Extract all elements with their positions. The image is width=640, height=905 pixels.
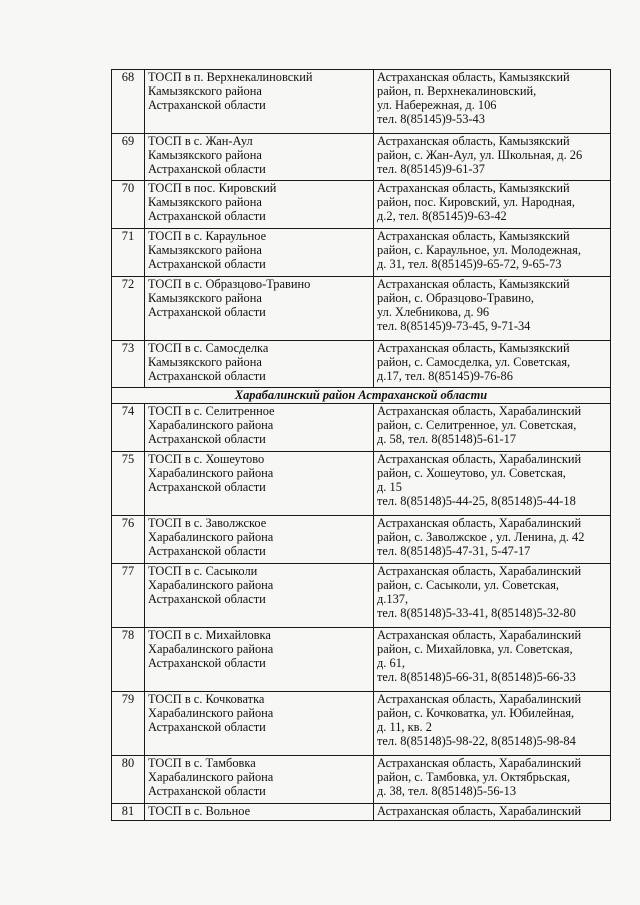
office-address: Астраханская область, Камызякский район, с. Караульное, ул. Молодежная, д. 31, тел. 8(85145)9-65-72, 9-65-73 <box>374 229 611 277</box>
office-name: ТОСП в с. Сасыколи Харабалинского района Астраханской области <box>145 564 374 628</box>
table-row <box>112 229 611 277</box>
table-row <box>112 134 611 181</box>
office-name: ТОСП в пос. Кировский Камызякского района Астраханской области <box>145 181 374 229</box>
office-address-table <box>111 69 611 821</box>
table-row <box>112 181 611 229</box>
office-name: ТОСП в с. Заволжское Харабалинского района Астраханской области <box>145 516 374 564</box>
row-number: 78 <box>112 628 145 692</box>
office-name: ТОСП в с. Самосделка Камызякского района Астраханской области <box>145 341 374 388</box>
office-address: Астраханская область, Камызякский район, с. Самосделка, ул. Советская, д.17, тел. 8(85145)9-76-86 <box>374 341 611 388</box>
office-address: Астраханская область, Харабалинский район, с. Селитренное, ул. Советская, д. 58, тел. 8(85148)5-61-17 <box>374 404 611 452</box>
row-number: 72 <box>112 277 145 341</box>
office-name: ТОСП в п. Верхнекалиновский Камызякского района Астраханской области <box>145 70 374 134</box>
table-row <box>112 692 611 756</box>
office-address: Астраханская область, Харабалинский район, с. Кочковатка, ул. Юбилейная, д. 11, кв. 2 тел. 8(85148)5-98-22, 8(85148)5-98-84 <box>374 692 611 756</box>
row-number: 71 <box>112 229 145 277</box>
table-row <box>112 756 611 804</box>
office-address: Астраханская область, Камызякский район, с. Жан-Аул, ул. Школьная, д. 26 тел. 8(85145)9-61-37 <box>374 134 611 181</box>
row-number: 74 <box>112 404 145 452</box>
row-number: 69 <box>112 134 145 181</box>
table-row <box>112 277 611 341</box>
office-name: ТОСП в с. Жан-Аул Камызякского района Астраханской области <box>145 134 374 181</box>
section-title: Харабалинский район Астраханской области <box>112 388 611 404</box>
table-body-before <box>112 70 611 388</box>
table-row <box>112 70 611 134</box>
row-number: 79 <box>112 692 145 756</box>
row-number: 81 <box>112 804 145 821</box>
office-address: Астраханская область, Камызякский район, пос. Кировский, ул. Народная, д.2, тел. 8(85145)9-63-42 <box>374 181 611 229</box>
row-number: 80 <box>112 756 145 804</box>
table-row <box>112 404 611 452</box>
section-body <box>112 388 611 404</box>
office-name: ТОСП в с. Кочковатка Харабалинского района Астраханской области <box>145 692 374 756</box>
office-name: ТОСП в с. Михайловка Харабалинского района Астраханской области <box>145 628 374 692</box>
row-number: 73 <box>112 341 145 388</box>
office-name: ТОСП в с. Селитренное Харабалинского района Астраханской области <box>145 404 374 452</box>
table-row <box>112 628 611 692</box>
row-number: 70 <box>112 181 145 229</box>
row-number: 77 <box>112 564 145 628</box>
office-name: ТОСП в с. Вольное <box>145 804 374 821</box>
office-address: Астраханская область, Харабалинский район, с. Хошеутово, ул. Советская, д. 15 тел. 8(85148)5-44-25, 8(85148)5-44-18 <box>374 452 611 516</box>
office-address: Астраханская область, Камызякский район, с. Образцово-Травино, ул. Хлебникова, д. 96 тел. 8(85145)9-73-45, 9-71-34 <box>374 277 611 341</box>
office-name: ТОСП в с. Тамбовка Харабалинского района Астраханской области <box>145 756 374 804</box>
office-address: Астраханская область, Харабалинский район, с. Заволжское , ул. Ленина, д. 42 тел. 8(85148)5-47-31, 5-47-17 <box>374 516 611 564</box>
table-row <box>112 341 611 388</box>
office-address: Астраханская область, Харабалинский район, с. Михайловка, ул. Советская, д. 61, тел. 8(85148)5-66-31, 8(85148)5-66-33 <box>374 628 611 692</box>
table-body-after <box>112 404 611 821</box>
office-address: Астраханская область, Харабалинский район, с. Сасыколи, ул. Советская, д.137, тел. 8(85148)5-33-41, 8(85148)5-32-80 <box>374 564 611 628</box>
office-name: ТОСП в с. Образцово-Травино Камызякского района Астраханской области <box>145 277 374 341</box>
row-number: 68 <box>112 70 145 134</box>
office-address: Астраханская область, Харабалинский <box>374 804 611 821</box>
office-name: ТОСП в с. Караульное Камызякского района Астраханской области <box>145 229 374 277</box>
table-row <box>112 452 611 516</box>
section-header-row <box>112 388 611 404</box>
table-row <box>112 516 611 564</box>
table-row <box>112 564 611 628</box>
office-address: Астраханская область, Харабалинский район, с. Тамбовка, ул. Октябрьская, д. 38, тел. 8(85148)5-56-13 <box>374 756 611 804</box>
row-number: 76 <box>112 516 145 564</box>
office-name: ТОСП в с. Хошеутово Харабалинского района Астраханской области <box>145 452 374 516</box>
office-address: Астраханская область, Камызякский район, п. Верхнекалиновский, ул. Набережная, д. 106 тел. 8(85145)9-53-43 <box>374 70 611 134</box>
row-number: 75 <box>112 452 145 516</box>
table-row <box>112 804 611 821</box>
